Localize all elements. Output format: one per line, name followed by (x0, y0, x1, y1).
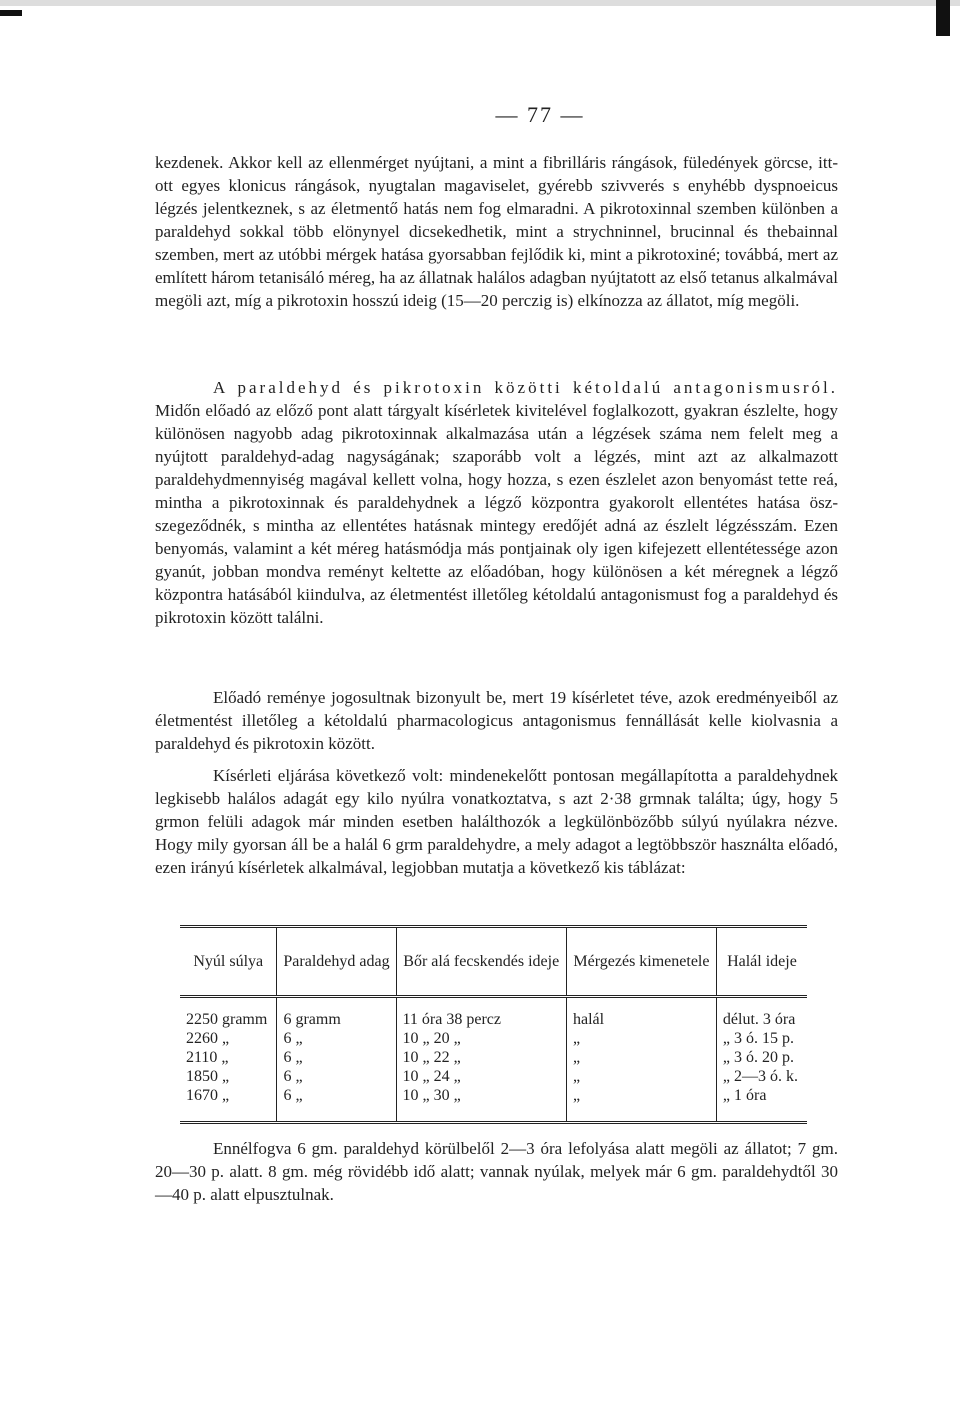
cell-death: „ 1 óra (716, 1086, 807, 1123)
table-row (180, 997, 807, 1030)
section-body: Midőn előadó az előző pont alatt tárgyalt kísérletek kivitelével foglalkozott, gyakran észlelte, hogy különösen nagyobb adag pikrotoxinnak alkalmazása után a légzések száma nem felelt meg a nyújtott paraldehyd-adag nagyságának; szaporább volt a légzés, mint azt az alkalmazott paraldehydmennyiség magával kellett volna, hogy hozza, s ezen észlelet azon benyomást tette reá, mintha a pikrotoxinnak és paraldehydnek a légző központra gyakorolt ellentétes hatása öszszegeződnék, s mintha az ellentétes hatásnak mintegy eredőjét adná az észlelt légzésszám. Ezen benyomás, valamint a két méreg hatásmódja más pontjainak oly igen kifejezett ellentétessége azon gyanút, jobban mondva reményt keltette az előadóban, hogy különösen a két méregnek a légző központra hatásából kiindulva, az életmentést illetőleg kétoldalú antagonismust fog a paraldehyd és pikrotoxin között találni. (155, 401, 838, 627)
results-table-container (180, 925, 807, 1124)
cell-injection: 11 óra 38 percz (396, 997, 566, 1030)
paragraph-3 (155, 686, 838, 755)
cell-death: „ 3 ó. 20 p. (716, 1048, 807, 1067)
table-row (180, 1048, 807, 1067)
cell-outcome: „ (566, 1048, 716, 1067)
table-row (180, 1029, 807, 1048)
scan-left-mark (0, 10, 22, 16)
section-heading: A paraldehyd és pikrotoxin közötti kétoldalú antagonismusról. (213, 378, 838, 397)
cell-weight: 2260 „ (186, 1030, 230, 1047)
cell-weight: 1670 „ (180, 1086, 277, 1123)
cell-injection: 10 „ 24 „ (396, 1067, 566, 1086)
cell-outcome: „ (566, 1029, 716, 1048)
cell-dose: 6 gramm (277, 997, 396, 1030)
cell-injection: 10 „ 20 „ (396, 1029, 566, 1048)
paragraph-4-text: Kísérleti eljárása következő volt: mindenekelőtt pontosan megállapította a paraldehydnek legkisebb halálos adagát egy kilo nyúlra vonatkoztatva, s azt 2·38 grmnak találta; úgy, hogy 5 grmon felüli adagok már minden esetben halálthozók a legkülönbözőbb súlyú nyúlakra nézve. Hogy mily gyorsan áll be a halál 6 grm paraldehydre, a mely adagot a legtöbbször használta előadó, ezen irányú kísérletek alkalmával, legjobban mutatja a következő kis táblázat: (155, 766, 838, 877)
cell-injection: 10 „ 22 „ (396, 1048, 566, 1067)
table-row (180, 1086, 807, 1123)
header-paraldehyd-dose: Paraldehyd adag (277, 927, 396, 997)
cell-outcome: halál (566, 997, 716, 1030)
paragraph-4 (155, 764, 838, 879)
results-table (180, 925, 807, 1124)
header-rabbit-weight: Nyúl súlya (180, 927, 277, 997)
cell-dose: 6 „ (277, 1086, 396, 1123)
cell-outcome: „ (566, 1067, 716, 1086)
cell-death: délut. 3 óra (716, 997, 807, 1030)
header-death-time: Halál ideje (716, 927, 807, 997)
paragraph-3-text: Előadó reménye jogosultnak bizonyult be, mert 19 kísérletet téve, azok eredményeiből az életmentést illetőleg a kétoldalú pharmacologicus antagonismus fennállását kelle kiolvasnia a paraldehyd és pikrotoxin között. (155, 688, 838, 753)
cell-dose: 6 „ (277, 1029, 396, 1048)
cell-injection: 10 „ 30 „ (396, 1086, 566, 1123)
cell-weight: 2110 „ (186, 1049, 229, 1066)
scan-corner-mark (936, 0, 950, 36)
paragraph-1-text: kezdenek. Akkor kell az ellenmérget nyújtani, a mint a fibrilláris rángások, füledények görcse, itt-ott egyes klonicus rángások, nyugtalan magaviselet, gyérebb szivverés s enyhébb dyspnoeicus légzés jelentkeznek, s az életmentő hatás nem fog elmaradni. A pikrotoxinnal szemben különben a paraldehyd sokkal több elönynyel dicsekedhetik, mint a strychninnel, brucinnal és thebainnal szemben, mert az utóbbi mérgek hatása gyorsabban fejlődik ki, mint a pikrotoxiné; továbbá, mert az említett három tetanisáló méreg, ha az állatnak halálos adagban nyújtatott az első tetanus alkalmával megöli azt, míg a pikrotoxin hosszú ideig (15—20 perczig is) elkínozza az állatot, míg megöli. (155, 153, 838, 310)
cell-weight: 2250 gramm (186, 1011, 268, 1028)
cell-dose: 6 „ (277, 1067, 396, 1086)
table-row (180, 1067, 807, 1086)
paragraph-2-text (155, 376, 838, 629)
cell-death: „ 2—3 ó. k. (716, 1067, 807, 1086)
paragraph-5-text: Ennélfogva 6 gm. paraldehyd körülbelől 2—3 óra lefolyása alatt megöli az állatot; 7 gm. 20—30 p. alatt. 8 gm. még rövidébb idő alatt; vannak nyúlak, melyek már 6 gm. paraldehydtől 30—40 p. alatt elpusztulnak. (155, 1139, 838, 1204)
page-number: — 77 — (495, 102, 585, 127)
scan-top-edge (0, 0, 960, 6)
table-header-row (180, 927, 807, 997)
header-injection-time: Bőr alá fecskendés ideje (396, 927, 566, 997)
cell-death: „ 3 ó. 15 p. (716, 1029, 807, 1048)
paragraph-5 (155, 1137, 838, 1206)
cell-outcome: „ (566, 1086, 716, 1123)
header-poisoning-outcome: Mérgezés kimenetele (566, 927, 716, 997)
paragraph-1 (155, 151, 838, 312)
cell-dose: 6 „ (277, 1048, 396, 1067)
paragraph-2 (155, 376, 838, 629)
cell-weight: 1850 „ (186, 1068, 230, 1085)
